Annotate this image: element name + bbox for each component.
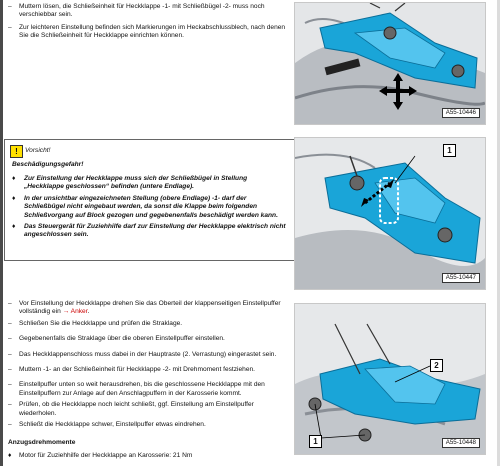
bullet-text: Das Steuergerät für Zuziehhilfe darf zur Einstellung der Heckklappe elektrisch nicht angeschlossen sein. [24, 223, 286, 239]
list-item [12, 195, 287, 220]
figure-3 [294, 303, 486, 455]
dash-marker: – [8, 23, 12, 31]
figure-1-illustration [295, 3, 485, 124]
figure-code: A55-10448 [442, 438, 480, 448]
step-text: Muttern -1- an der Schließeinheit für Heckklappe -2- mit Drehmoment festziehen. [19, 366, 256, 374]
step-text: Prüfen, ob die Heckklappe noch leicht schließt, ggf. Einstellung am Einstellpuffer wiederholen. [19, 401, 254, 417]
anchor-link[interactable]: → Anker [62, 308, 88, 316]
caution-title: Vorsicht! [25, 147, 51, 154]
dash-marker: – [8, 421, 12, 429]
bullet-marker: ♦ [8, 452, 12, 459]
list-item [8, 24, 291, 41]
figure-1 [294, 2, 486, 125]
dash-marker: – [8, 300, 12, 307]
list-item [12, 223, 287, 240]
list-item [8, 421, 291, 429]
caution-box [4, 139, 295, 261]
list-item [8, 300, 291, 317]
step-text: Das Heckklappenschloss muss dabei in der Hauptraste (2. Verrastung) eingerastet sein. [19, 350, 277, 358]
figure-2-illustration [295, 138, 485, 289]
step-text: Muttern lösen, die Schließeinheit für Heckklappe -1- mit Schließbügel -2- muss noch verschiebbar sein. [19, 3, 265, 19]
caution-subtitle: Beschädigungsgefahr! [12, 161, 84, 168]
bullet-text: Zur Einstellung der Heckklappe muss sich der Schließbügel in Stellung „Heckklappe geschlossen“ befinden (untere Endlage). [24, 175, 248, 191]
torque-heading: Anzugsdrehmomente [8, 439, 76, 446]
bullet-marker: ♦ [12, 223, 16, 231]
list-item [8, 381, 291, 398]
top-step-list [8, 3, 291, 41]
step-text: Gegebenenfalls die Straklage über die oberen Einstellpuffer einstellen. [19, 335, 225, 343]
torque-list [8, 452, 291, 460]
step-text: Vor Einstellung der Heckklappe drehen Sie das Oberteil der klappenseitigen Einstellpuffer vollständig ein [19, 300, 281, 316]
list-item [8, 320, 291, 328]
figure-code: A55-10446 [442, 108, 480, 118]
dash-marker: – [8, 3, 12, 10]
step-list [8, 300, 291, 429]
dash-marker: – [8, 401, 12, 409]
callout-2: 2 [430, 359, 443, 372]
bullet-marker: ♦ [12, 194, 16, 202]
list-item [12, 175, 287, 192]
figure-2 [294, 137, 486, 290]
dash-marker: – [8, 366, 12, 374]
dash-marker: – [8, 350, 12, 358]
step-text: Zur leichteren Einstellung befinden sich Markierungen im Heckabschlussblech, nach denen Sie die Schließeinheit für Heckklappe einrichten können. [19, 23, 286, 40]
step-text-end: . [87, 308, 90, 316]
caution-bullet-list [12, 175, 287, 240]
step-text: Einstellpuffer unten so weit herausdrehen, bis die geschlossene Heckklappe mit den Einstellpuffern zur Anlage auf den Anschlagpuffern in der Karosserie kommt. [19, 381, 265, 397]
torque-text: Motor für Zuziehhilfe der Heckklappe an Karosserie: 21 Nm [19, 452, 193, 459]
dash-marker: – [8, 335, 12, 343]
list-item [8, 366, 291, 374]
list-item [8, 401, 291, 418]
callout-1: 1 [443, 144, 456, 157]
dash-marker: – [8, 381, 12, 389]
list-item [8, 452, 291, 460]
dash-marker: – [8, 319, 12, 327]
list-item [8, 335, 291, 343]
step-text: Schließen Sie die Heckklappe und prüfen die Straklage. [19, 319, 183, 327]
callout-1: 1 [309, 435, 322, 448]
left-frame-bar [0, 0, 3, 466]
list-item [8, 3, 291, 20]
figure-3-illustration [295, 304, 485, 454]
list-item [8, 351, 291, 359]
bullet-marker: ♦ [12, 175, 16, 182]
warning-icon: ! [10, 145, 23, 158]
bullet-text: In der unsichtbar eingezeichneten Stellung (obere Endlage) -1- darf der Schließbügel nicht eingebaut werden, da sonst die Klappe beim folgenden Schließvorgang auf Block gezogen und gegebenenfalls beschädigt werden kann. [24, 194, 278, 219]
step-text: Schließt die Heckklappe schwer, Einstellpuffer etwas eindrehen. [19, 421, 206, 429]
figure-code: A55-10447 [442, 273, 480, 283]
